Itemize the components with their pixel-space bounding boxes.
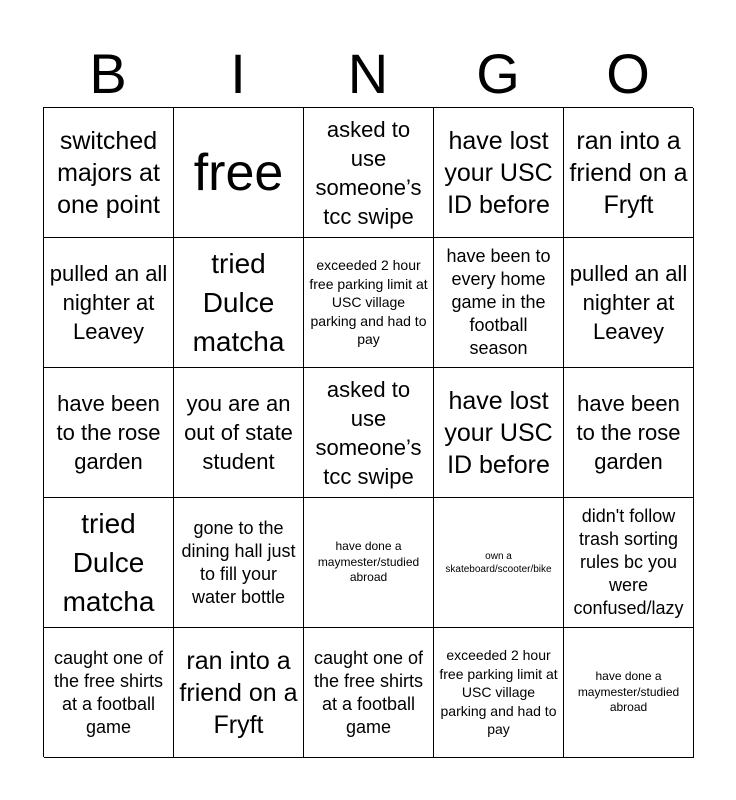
bingo-cell-r4c1[interactable] — [44, 498, 174, 628]
header-letter-g: G — [476, 42, 520, 105]
bingo-cell-r1c5[interactable] — [564, 108, 694, 238]
header-letter-n: N — [347, 42, 389, 105]
bingo-cell-r3c2[interactable] — [174, 368, 304, 498]
bingo-cell-r1c4[interactable] — [434, 108, 564, 238]
bingo-cell-free[interactable] — [174, 108, 304, 238]
cell-text: exceeded 2 hour free parking limit at USC village parking and had to pay — [439, 647, 558, 738]
cell-text: have been to every home game in the football season — [446, 246, 551, 358]
cell-text: tried Dulce matcha — [192, 248, 285, 357]
cell-text: have done a maymester/studied abroad — [317, 539, 420, 585]
cell-text: have lost your USC ID before — [444, 386, 553, 479]
bingo-cell-r2c3[interactable] — [304, 238, 434, 368]
bingo-board — [43, 107, 693, 757]
bingo-header — [43, 40, 693, 108]
cell-text: own a skateboard/scooter/bike — [445, 550, 552, 575]
bingo-cell-r4c2[interactable] — [174, 498, 304, 628]
cell-text: have been to the rose garden — [56, 391, 161, 474]
bingo-cell-r1c1[interactable] — [44, 108, 174, 238]
cell-text: gone to the dining hall just to fill your water bottle — [181, 517, 296, 607]
bingo-cell-r2c1[interactable] — [44, 238, 174, 368]
bingo-cell-r5c1[interactable] — [44, 628, 174, 758]
cell-text: tried Dulce matcha — [62, 508, 155, 617]
bingo-cell-r5c4[interactable] — [434, 628, 564, 758]
cell-text: have done a maymester/studied abroad — [577, 669, 680, 715]
bingo-cell-r4c4[interactable] — [434, 498, 564, 628]
bingo-cell-r5c5[interactable] — [564, 628, 694, 758]
bingo-cell-r3c1[interactable] — [44, 368, 174, 498]
cell-text: ran into a friend on a Fryft — [569, 126, 688, 219]
cell-text: pulled an all nighter at Leavey — [49, 261, 168, 344]
bingo-cell-r3c5[interactable] — [564, 368, 694, 498]
bingo-cell-r2c2[interactable] — [174, 238, 304, 368]
header-letter-b: B — [89, 42, 127, 105]
bingo-cell-r1c3[interactable] — [304, 108, 434, 238]
bingo-cell-r2c5[interactable] — [564, 238, 694, 368]
cell-text: asked to use someone’s tcc swipe — [315, 116, 422, 229]
bingo-cell-r4c3[interactable] — [304, 498, 434, 628]
cell-text: caught one of the free shirts at a football game — [53, 647, 164, 737]
cell-text: pulled an all nighter at Leavey — [569, 261, 688, 344]
header-letter-o: O — [606, 42, 650, 105]
bingo-cell-r2c4[interactable] — [434, 238, 564, 368]
cell-text: you are an out of state student — [184, 391, 293, 474]
cell-text: ran into a friend on a Fryft — [179, 646, 298, 739]
cell-text: have been to the rose garden — [576, 391, 681, 474]
cell-text: switched majors at one point — [57, 126, 160, 219]
bingo-cell-r3c3[interactable] — [304, 368, 434, 498]
bingo-cell-r5c2[interactable] — [174, 628, 304, 758]
cell-text: caught one of the free shirts at a football game — [313, 647, 424, 737]
bingo-cell-r5c3[interactable] — [304, 628, 434, 758]
cell-text: have lost your USC ID before — [444, 126, 553, 219]
cell-text: free — [193, 143, 284, 202]
cell-text: exceeded 2 hour free parking limit at USC village parking and had to pay — [309, 257, 428, 348]
cell-text: didn't follow trash sorting rules bc you were confused/lazy — [573, 506, 684, 618]
bingo-cell-r3c4[interactable] — [434, 368, 564, 498]
header-letter-i: I — [230, 42, 246, 105]
cell-text: asked to use someone’s tcc swipe — [315, 376, 422, 489]
bingo-cell-r4c5[interactable] — [564, 498, 694, 628]
